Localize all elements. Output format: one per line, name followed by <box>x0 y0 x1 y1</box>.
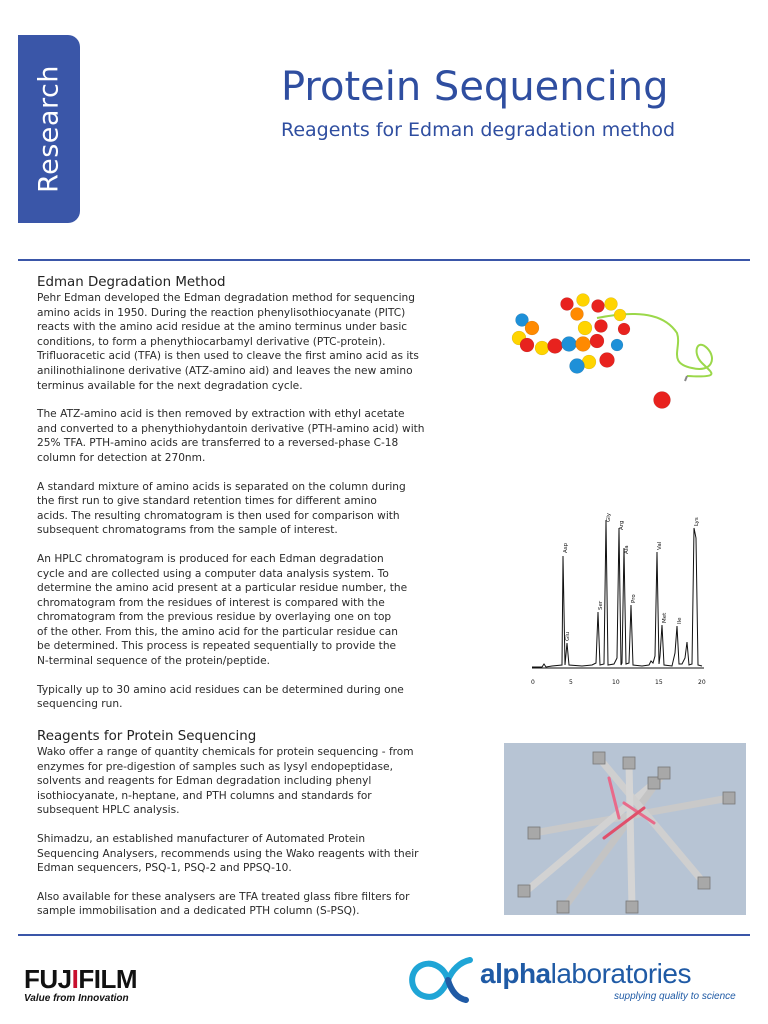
alpha-slogan: supplying quality to science <box>614 991 736 1002</box>
peak-label: Lys <box>694 517 700 526</box>
section-reagents-p2: Shimadzu, an established manufacturer of Automated Protein Sequencing Analysers, recommends using the Wako reagents with their Edman sequencers, PSQ-1, PSQ-2 and PPSQ-10. <box>37 832 419 875</box>
section-reagents-heading: Reagents for Protein Sequencing <box>37 729 257 744</box>
section-reagents-p3: Also available for these analysers are TFA treated glass fibre filters for sample immobilisation and a dedicated PTH column (S-PSQ). <box>37 890 410 918</box>
fujifilm-wordmark: FUJIFILM <box>24 964 138 994</box>
peak-label: Ser <box>598 600 604 610</box>
research-tab <box>18 35 80 223</box>
alpha-wordmark <box>480 958 691 990</box>
alpha-wordmark-rest: laboratories <box>550 958 691 989</box>
fujifilm-logo <box>24 966 137 1004</box>
section-edman-p1: Pehr Edman developed the Edman degradation method for sequencing amino acids in 1950. During the reaction phenylisothiocyanate (PITC) reacts with the amino acid residue at the amino terminus under basic conditions, to form a phenythiocarbamyl derivative (PTC-protein). Trifluoracetic acid (TFA) is then used to cleave the first amino acid as its anilinothialinone derivative (ATZ-amino aid) and leaves the new amino terminus available for the next degradation cycle. <box>37 292 419 392</box>
section-edman-p4: An HPLC chromatogram is produced for each Edman degradation cycle and are collected using a computer data analysis system. To determine the amino acid present at a particular residue number, the chromatogram from the residues of interest is compared with the chromatogram from the previous residue by overlaying one on top of the other. From this, the amino acid for the particular residue can be determined. This process is repeated sequentially to provide the N-terminal sequence of the protein/peptide. <box>37 552 408 668</box>
section-reagents-p1: Wako offer a range of quantity chemicals for protein sequencing - from enzymes for pre-digestion of samples such as lysyl endopeptidase, solvents and reagents for Edman degradation including phenyl isothiocyanate, n-heptane, and PTH columns and standards for subsequent HPLC analysis. <box>37 746 414 817</box>
peak-label: Val <box>657 541 663 550</box>
beads-image <box>497 288 727 438</box>
bottom-divider <box>18 934 750 936</box>
chromatogram <box>522 508 718 688</box>
section-reagents <box>37 728 437 919</box>
hplc-columns-image <box>504 743 746 915</box>
fujifilm-tagline: Value from Innovation <box>24 993 129 1004</box>
x-tick-label: 15 <box>655 679 663 686</box>
page-title: Protein Sequencing <box>281 64 669 110</box>
x-tick-label: 10 <box>612 679 620 686</box>
peak-label: Met <box>662 612 668 623</box>
peak-label: Gly <box>606 512 612 522</box>
peak-label: Arg <box>619 520 625 530</box>
alpha-wordmark-bold: alpha <box>480 958 551 989</box>
section-edman-heading: Edman Degradation Method <box>37 275 226 290</box>
section-edman-p5: Typically up to 30 amino acid residues can be determined during one sequencing run. <box>37 683 404 711</box>
section-edman-p2: The ATZ-amino acid is then removed by extraction with ethyl acetate and converted to a phenythiohydantoin derivative (PTH-amino acid) with 25% TFA. PTH-amino acids are transferred to a reversed-phase C-18 column for detection at 270nm. <box>37 408 425 464</box>
alpha-laboratories-logo <box>404 952 744 1008</box>
peak-label: Asp <box>563 542 569 553</box>
peak-label: Glu <box>565 631 571 641</box>
x-tick-label: 0 <box>531 679 535 686</box>
x-tick-label: 20 <box>698 679 706 686</box>
peak-label: Ala <box>624 545 630 554</box>
alpha-symbol-icon <box>404 952 476 1008</box>
research-tab-label: Research <box>33 65 65 193</box>
top-divider <box>18 259 750 261</box>
x-tick-label: 5 <box>569 679 573 686</box>
peak-label: Ile <box>677 617 683 624</box>
section-edman-p3: A standard mixture of amino acids is separated on the column during the first run to give standard retention times for different amino acids. The resulting chromatogram is then used for comparison with subsequent chromatograms from the sample of interest. <box>37 480 406 537</box>
page-subtitle: Reagents for Edman degradation method <box>281 119 676 141</box>
section-edman <box>37 274 437 712</box>
peak-label: Pro <box>631 594 637 603</box>
